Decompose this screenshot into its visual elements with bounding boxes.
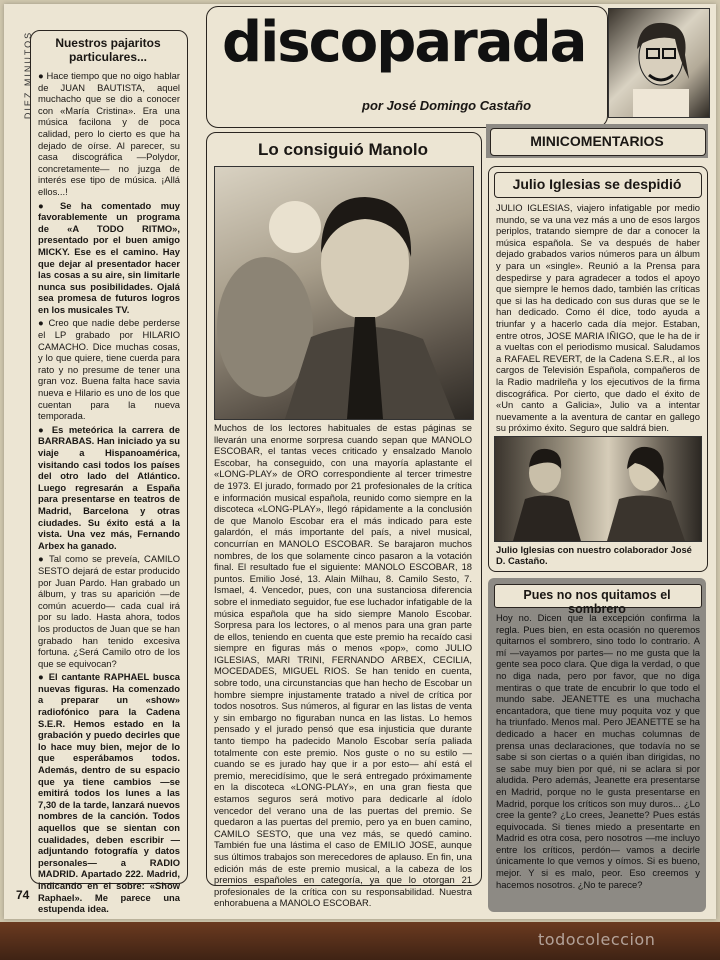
author-portrait-photo <box>608 8 710 118</box>
sombrero-text <box>496 612 700 906</box>
julio-title: Julio Iglesias se despidió <box>512 176 682 192</box>
julio-photo-caption: Julio Iglesias con nuestro colaborador José D. Castaño. <box>496 544 692 566</box>
julio-text <box>496 202 700 432</box>
section-title: discoparada <box>222 10 586 75</box>
left-column-title <box>36 36 180 64</box>
left-column-text <box>38 70 180 915</box>
center-article-title: Lo consiguió Manolo <box>258 140 428 159</box>
left-paragraph: ● El cantante RAPHAEL busca nuevas figuras. Ha comenzado a preparar un «show» radiofónico para la Cadena S.E.R. Hemos estado en la grabación y puedo decirles que lo hace muy bien, mejor de lo que esperábamos todos. Además, dentro de su espacio que ya tiene cambios —se emitirá todos los lunes a las 7,30 de la tarde, lanzará nuevos nombres de la canción. Todos aquellos que se sientan con cualidades, deben escribir —adjuntando fotografía y datos personales— a RADIO MADRID. Apartado 222. Madrid, indicando en el sobre: «Show Raphael». Me parece una estupenda idea. <box>38 671 180 915</box>
left-paragraph: ● Tal como se preveía, CAMILO SESTO dejará de estar producido por Juan Pardo. Han grabado un álbum, y tras su aparición —de común acuerdo— cada cual irá por su lado. Hasta ahora, todos los productos de Juan que se han grabado han tenido excesiva fortuna. ¿Será Camilo otro de los que se equivocan? <box>38 553 180 669</box>
sombrero-title: Pues no nos quitamos el sombrero <box>523 588 671 616</box>
center-paragraph: Muchos de los lectores habituales de estas páginas se llevarán una enorme sorpresa cuando sepan que MANOLO ESCOBAR, el tantas veces criticado y ensalzado Manolo Escobar, ha conseguido, con una mayoría aplastante el «LONG-PLAY» de ORO correspondiente al tercer trimestre de 1973. El jurado, formado por 21 profesionales de la crítica e información musical española, reunido como siempre en la discoteca «LONG-PLAY», llegó rápidamente a la conclusión de que Manolo Escobar era el más indicado para este galardón, el más importante del país, a nivel musical, concurrían en MANOLO ESCOBAR. Se barajaron muchos nombres, de los que solamente cinco pasaron a la votación final. El resultado fue el siguiente: MANOLO ESCOBAR, 18 puntos. Emilio José, 13. Alain Milhau, 8. Camilo Sesto, 7. Ismael, 4. Vencedor, pues, con una sustanciosa diferencia sobre el inmediato seguidor, fue ese luchador infatigable de la música española que ha sido siempre Manolo Escobar. Sorpresa para los lectores, o al menos para una gran parte de ellos, teniendo en cuenta que este premio ha recaído casi siempre en figuras más o menos «pop», como JULIO IGLESIAS, MARI TRINI, FERNANDO ARBEX, CECILIA, MOCEDADES, MIGUEL RIOS. Se han tenido en cuenta, sobre todo, una circunstancias que han hecho de Escobar un hombre siempre injustamente tratado a nivel de crítica por todos nosotros. Sus números, al figurar en las listas de venta y sin embargo no figuraban nunca en las listas. Lo hemos pensado y el jurado pensó que esa injusticia que durante tanto tiempo ha padecido Manolo Escobar sería paliada totalmente con este premio. Nos guste o no su estilo —cuando se es jurado hay que ir a por esto— ahí está el premio, merecidísimo, que le será entregado próximamente en la discoteca «LONG-PLAY», en una gran fiesta que estamos seguros será motivo para dedicarle al ídolo vencedor del verano una de las puertas del premio. Se quedaron a las puertas del premio, pero ya en buen camino, CAMILO SESTO, que una vez más, se quedó camino. También fue una lástima el caso de EMILIO JOSE, aunque sus últimos trabajos son merecedores de aplauso. En fin, una edición más de este premio musical, a la cabeza de los premios españoles en categoría, ya que lo otorgan 21 profesionales de la crítica con su responsabilidad. Nuestra enhorabuena a MANOLO ESCOBAR. <box>214 422 472 909</box>
left-title-line2: particulares... <box>68 50 148 64</box>
center-article-text <box>214 422 472 909</box>
portrait-sketch <box>609 9 709 117</box>
minicomentarios-title: MINICOMENTARIOS <box>530 133 664 149</box>
magazine-name-vertical: DIEZ MINUTOS <box>23 30 33 120</box>
manolo-escobar-photo <box>214 166 474 420</box>
left-paragraph: ● Hace tiempo que no oigo hablar de JUAN BAUTISTA, aquel muchacho que se dio a conocer con «María Cristina». Era una música facilona y de poca calidad, pero lo cierto es que ha dejado de oírse. Al parecer, su casa discográfica —Polydor, concretamente— no juzga de interés ese tipo de música. ¡Allá ellos...! <box>38 70 180 197</box>
julio-photo-sketch <box>495 437 701 541</box>
julio-paragraph: JULIO IGLESIAS, viajero infatigable por medio mundo, se va una vez más a uno de esos largos periplos, tratando siempre de dar a conocer la música española. Se va después de haber dejado grabados varios números para un álbum y para un «single». Reunió a la Prensa para despedirse y para agradecer a todos el apoyo que siempre le hemos dado, también las críticas que si las ha dedicado con sus duras que se le han dedicado. Como él dice, todo ayuda a triunfar y a hacerlo cada día mejor. Estaban, entre otros, JOSE MARIA IÑIGO, que le ha de ir a vueltas con el periodismo musical. Saludamos a RAFAEL REVERT, de la Cadena S.E.R., al los cargos de Televisión Española, compañeros de la Radio madrileña y los ejecutivos de la firma discográfica. Por cierto, que dado el éxito de «Un canto a Galicia», Julio va a intentar nuevamente a la aventura de cantar en gallego su próximo éxito. Seguro que saldrá bien. <box>496 202 700 434</box>
photo-sketch <box>215 167 473 419</box>
page-number: 74 <box>16 888 30 902</box>
left-title-line1: Nuestros pajaritos <box>55 36 161 50</box>
left-paragraph: ● Creo que nadie debe perderse el LP grabado por HILARIO CAMACHO. Dice muchas cosas, y lo que quiere, tiene cuerda para rato y no presume de tener una gran voz. Buena falta hace savia nueva e Hilario es uno de los que cuentan para la nueva temporada. <box>38 317 180 422</box>
watermark: todocoleccion <box>538 930 656 949</box>
julio-iglesias-photo <box>494 436 702 542</box>
left-paragraph: ● Se ha comentado muy favorablemente un programa de «A TODO RITMO», presentado por el buen amigo MICKY. Ese es el camino. Hay que dejar al presentador hacer las cosas a su aire, sin limitarle nunca sus posibilidades. Ojalá sea promesa de futuros logros en los musicales TV. <box>38 199 180 315</box>
sombrero-paragraph: Hoy no. Dicen que la excepción confirma la regla. Pues bien, en esta ocasión no queremos quitarnos el sombrero, sino todo lo contrario. A mí —vayamos por partes— no me gusta que la gente sea poco clara. Que diga la verdad, o que no diga nada, pero por favor, que no diga mentiras o que trate de encubrir lo que todo el mundo sabe. JEANETTE es una muchacha encantadora, que tiene muy poquita voz y que ha triunfado. Menos mal. Pero JEANETTE se ha dedicado a hacer en muchas columnas de prensa unas declaraciones, que todavía no se sabe si son ciertas o a quién iban dirigidas, no se sabe muy bien por qué, ni se aclara si por aludida. Pero además, Jeanette era presentarse en Madrid, porque no le gusta presentarse en Madrid, porque los críticos son muy duros... ¿Lo cree la gente? ¿Lo crees, Jeanette? Pues estás equivocada. Si tienes miedo a presentarte en Madrid es otra cosa, pero nosotros —me incluyo entre los críticos, perdón— vamos a decirle únicamente lo que vemos y oímos. Si es bueno, mejor. Y si es malo, peor. Eso creemos y hacemos nosotros. ¿No te parece? <box>496 612 700 890</box>
left-paragraph: ● Es meteórica la carrera de BARRABAS. Han iniciado ya su viaje a Hispanoamérica, visitando casi todos los países del otro lado del Atlántico. Luego regresarán a España para presentarse en teatros de Madrid, Barcelona y otras ciudades. Su éxito está a la vista. Una vez más, Fernando Arbex ha ganado. <box>38 423 180 551</box>
byline: por José Domingo Castaño <box>362 98 532 113</box>
